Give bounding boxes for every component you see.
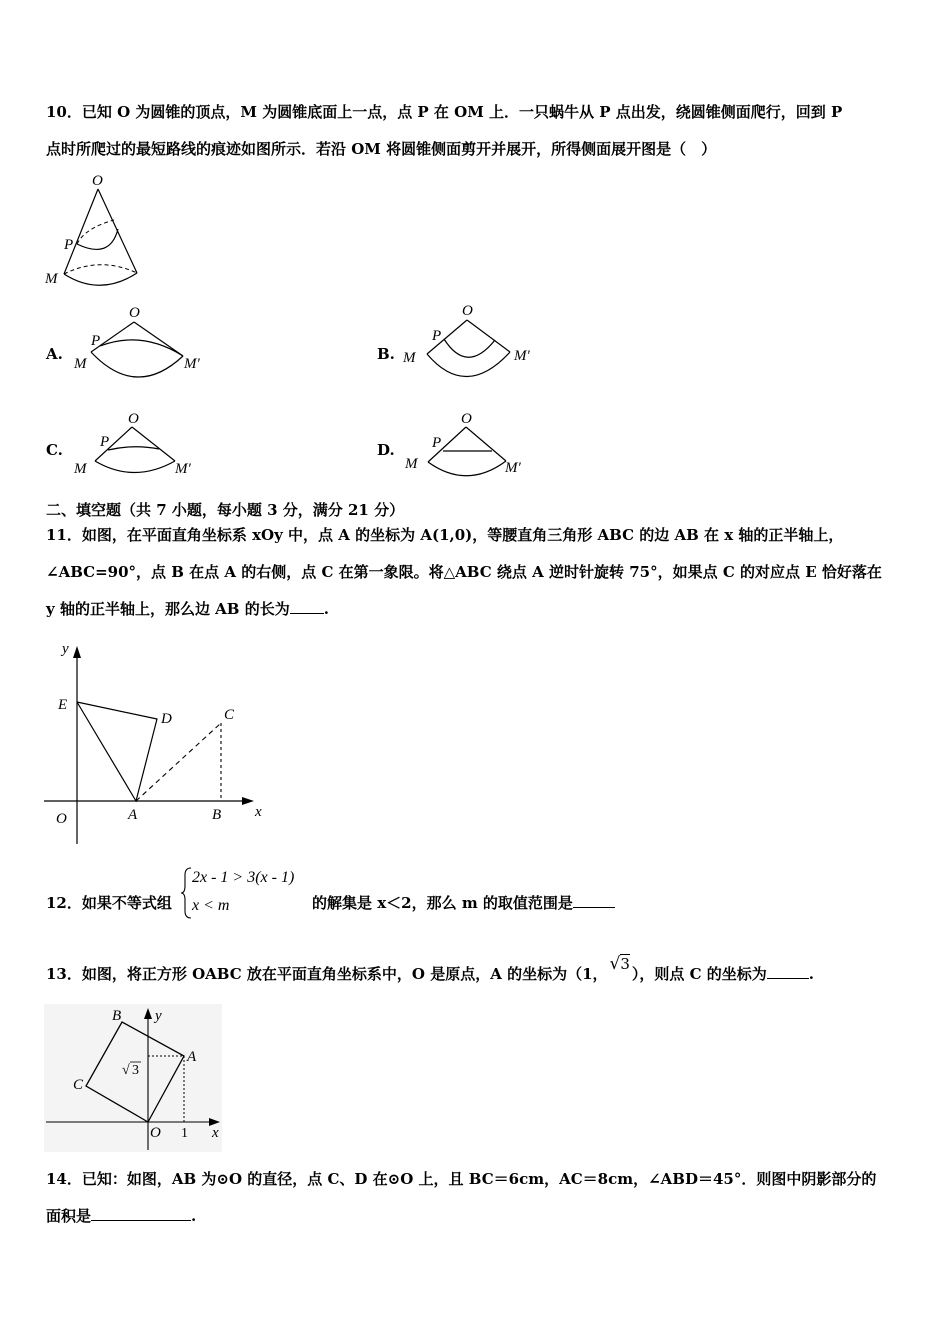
q11-label-e: E [58,697,68,713]
q12-inequality-system [180,866,310,920]
cone-label-m: M [45,271,58,287]
q13-suffix: ），则点 C 的坐标为 [631,965,767,983]
option-b-label-o: O [462,303,473,319]
q13-figure [44,1004,226,1154]
option-c-figure [72,410,212,490]
q11-label-a: A [128,807,138,823]
option-d-key: D. [377,441,395,459]
option-a-label-m2: M′ [184,356,200,372]
q12-inequality-1: 2x - 1 > 3(x - 1) [192,869,295,886]
option-d-label-o: O [461,411,472,427]
q13-label-sqrt3: 3 [132,1063,139,1078]
option-b-label-m: M [403,350,416,366]
q13-answer-blank[interactable] [767,964,809,979]
q14-line2-text: 面积是 [46,1207,92,1225]
q13-label-y: y [155,1008,162,1024]
option-a-label-p: P [91,333,101,349]
option-d-label-m2: M′ [505,460,521,476]
option-c-label-m: M [74,461,87,477]
q11-line1: 11．如图，在平面直角坐标系 xOy 中，点 A 的坐标为 A(1,0)，等腰直角三角形 ABC 的边 AB 在 x 轴的正半轴上， [46,526,844,544]
option-c-key: C. [46,441,63,459]
q12-inequality-2: x < m [192,897,230,914]
q11-label-d: D [161,711,172,727]
option-a-label-o: O [129,305,140,321]
q11-label-b: B [212,807,222,823]
q11-line3 [46,599,329,619]
option-c-label-p: P [100,434,110,450]
q11-label-x: x [255,804,262,820]
q13-label-c: C [73,1077,84,1093]
option-a-key: A. [46,345,63,363]
q12-suffix: 的解集是 x＜2，那么 m 的取值范围是 [312,894,573,912]
q11-label-c: C [224,707,235,723]
cone-label-o: O [92,173,103,189]
option-b-figure [400,302,540,382]
q11-line2: ∠ABC=90°，点 B 在点 A 的右侧，点 C 在第一象限。将△ABC 绕点 A 逆时针旋转 75°，如果点 C 的对应点 E 恰好落在 [46,563,882,581]
q11-label-o: O [56,811,67,827]
option-c-label-m2: M′ [175,461,191,477]
q12-prefix: 12．如果不等式组 [46,894,172,912]
q13-label-1: 1 [181,1126,188,1141]
q11-figure [40,638,280,848]
q11-line3-text: y 轴的正半轴上，那么边 AB 的长为 [46,600,290,618]
q12-suffix-line [312,893,615,913]
q11-label-y: y [62,641,69,657]
q11-line3-end: . [323,600,329,618]
option-b-key: B. [377,345,395,363]
option-a-label-m: M [74,356,87,372]
option-c-label-o: O [128,411,139,427]
q13-sqrt-value: 3 [620,955,630,973]
q14-answer-blank[interactable] [91,1206,191,1221]
q11-answer-blank[interactable] [290,599,324,614]
q13-sqrt-symbol: √ [122,1063,130,1078]
q13-end: . [808,965,815,983]
q14-end: . [191,1207,197,1225]
q13-label-a: A [187,1049,197,1065]
q13-prefix: 13．如图，将正方形 OABC 放在平面直角坐标系中，O 是原点，A 的坐标为（1， [46,965,608,983]
q10-line2: 点时所爬过的最短路线的痕迹如图所示．若沿 OM 将圆锥侧面剪开并展开，所得侧面展开图是（ ） [46,140,717,158]
q13-label-b: B [112,1008,122,1024]
q12-answer-blank[interactable] [573,893,615,908]
option-b-label-p: P [432,328,442,344]
q13-sqrt: √3 [609,954,630,974]
option-b-label-m2: M′ [514,348,530,364]
option-d-figure [400,410,540,490]
cone-figure [40,172,150,292]
q14-line2 [46,1206,196,1226]
q13-label-o: O [150,1125,161,1141]
section-2-title: 二、填空题（共 7 小题，每小题 3 分，满分 21 分） [46,501,405,519]
q14-line1: 14．已知：如图，AB 为⊙O 的直径，点 C、D 在⊙O 上，且 BC＝6cm，AC＝8cm，∠ABD＝45°．则图中阴影部分的 [46,1170,877,1188]
option-d-label-p: P [432,435,442,451]
q13-label-x: x [212,1125,219,1141]
q10-line1: 10．已知 O 为圆锥的顶点，M 为圆锥底面上一点，点 P 在 OM 上．一只蜗牛从 P 点出发，绕圆锥侧面爬行，回到 P [46,103,843,121]
cone-label-p: P [64,237,74,253]
option-a-figure [72,302,212,382]
q13-line [46,954,815,984]
option-d-label-m: M [405,456,418,472]
